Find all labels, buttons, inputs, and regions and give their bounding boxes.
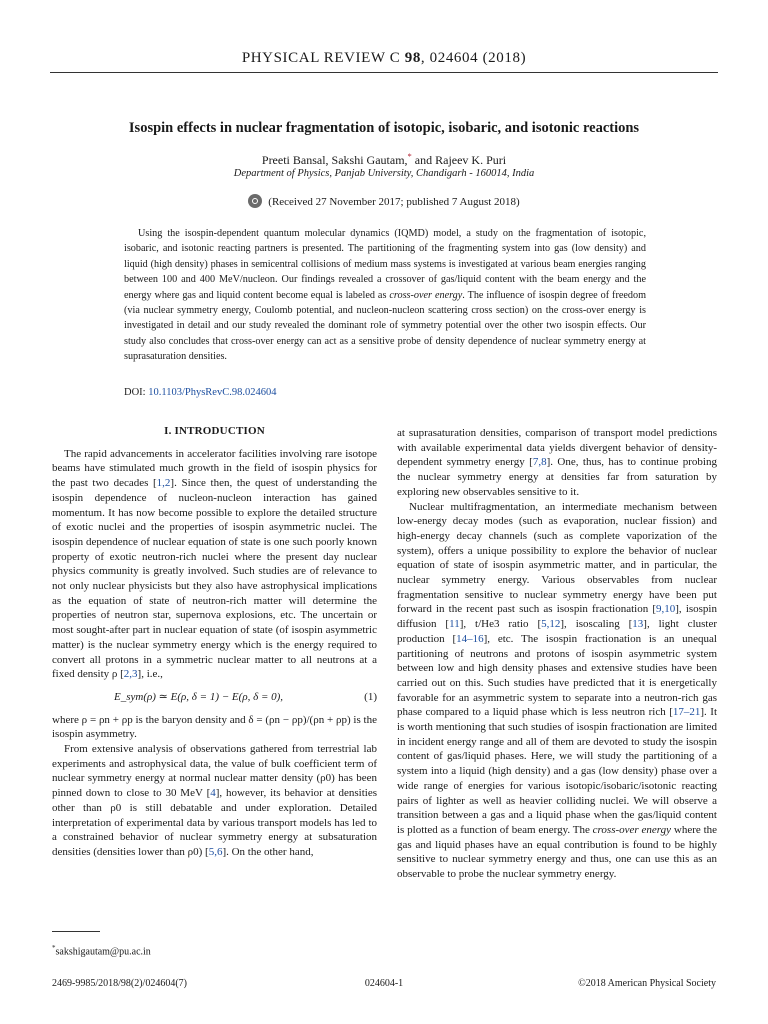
- citation-link[interactable]: 1,2: [156, 477, 171, 490]
- received-line: [0, 194, 768, 208]
- abstract: [124, 226, 646, 365]
- intro-paragraph-3: [397, 426, 717, 500]
- text-run: ], however, its behavior at densities other than ρ0 is still debatable and under exploration. Detailed interpretation of experimental data by various transport models has led to a constrained behavior of nuclear symmetry energy at subsaturation densities (densities lower than ρ0) [: [52, 787, 377, 858]
- footer-copyright: ©2018 American Physical Society: [578, 978, 716, 989]
- text-run: From extensive analysis of observations gathered from terrestrial lab experiments and astrophysical data, the value of bulk coefficient term of nuclear symmetry energy at normal nuclear matter density (ρ0) has been pinned down to close to 30 MeV [: [52, 743, 377, 800]
- text-run: ], etc. The isospin fractionation is an unequal partitioning of neutrons and protons of isospin asymmetric system between low and high density phases and extensive studies have been carried out on this. Such studies have predicted that it is energetically favorable for an asymmetric system to separate into a neutron-rich gas phase compared to a liquid phase which is less neutron rich [: [397, 632, 717, 719]
- text-run: where the gas and liquid phases have an equal contribution is found to be highly sensitive to nuclear symmetry energy and thus, one can use this as an observable to probe the nuclear symmetry energy.: [397, 823, 718, 881]
- text-run: ]. On the other hand,: [222, 845, 314, 858]
- citation-link[interactable]: 17–21: [672, 706, 701, 719]
- citation-link[interactable]: 13: [632, 618, 644, 631]
- text-run: The rapid advancements in accelerator facilities involving rare isotope beams have stimulated much growth in the field of isospin physics for the past two decades [: [52, 447, 377, 490]
- abstract-emphasis: cross-over energy: [389, 289, 463, 301]
- text-run: ]. It is worth mentioning that such studies of isospin fractionation are limited in incident energy range and all of them are devoted to study the isospin content of gas/liquid phases. Here, we will study the partitioning of a system into a liquid (high density) and a gas (low density) phase over a wide range of energies for various isotopic/isobaric/isotonic reacting pairs of lighter as well as heavier colliding nuclei. We will observe a transition between a gas and a liquid phase when the gas/liquid content is plotted as a function of beam energy. The: [397, 706, 717, 836]
- section-heading: I. INTRODUCTION: [164, 425, 265, 437]
- journal-volume: 98: [404, 50, 421, 66]
- journal-name: PHYSICAL REVIEW C: [241, 50, 401, 66]
- left-column: [52, 424, 377, 860]
- doi-line: [124, 387, 276, 398]
- citation-link[interactable]: 2,3: [123, 668, 138, 681]
- citation-link[interactable]: 7,8: [532, 456, 547, 469]
- intro-paragraph-2: [52, 742, 377, 860]
- footnote-email[interactable]: sakshigautam@pu.ac.in: [55, 946, 151, 958]
- text-run: ], isoscaling [: [560, 618, 633, 631]
- text-run: ], i.e.,: [137, 668, 163, 681]
- authors-part2: and Rajeev K. Puri: [411, 153, 507, 167]
- citation-link[interactable]: 4: [210, 787, 216, 800]
- text-run: ]. Since then, the quest of understanding the isospin dependence of nucleon-nucleon interaction has gained momentum. It has now become possible to explore the detailed structure of exotic nuclei and the properties of isospin asymmetric nuclei. The isospin dependence of nuclear equation of state is one such poorly known property of exotic neutron-rich nuclei where the present day nuclear physics community is greatly involved. Such studies are of relevance to not only nuclear physicists but they also have astrophysical implications as the equation of state of neutron-rich matter will determine the properties of neutron star, supernova explosions, etc. The uncertain or most sought-after part in nuclear equation of state (of isospin asymmetric matter) is the nuclear symmetry energy which is the energy required to convert all protons in a symmetric nuclear matter to all neutrons at a fixed density ρ [: [52, 477, 377, 681]
- equation-number: (1): [364, 690, 377, 703]
- abstract-paragraph: [124, 226, 646, 365]
- footer-issn: 2469-9985/2018/98(2)/024604(7): [52, 978, 187, 989]
- footer-page-number: 024604-1: [364, 978, 404, 989]
- intro-paragraph-1: [52, 447, 377, 682]
- footnote-rule: [52, 931, 100, 932]
- journal-article-year: , 024604 (2018): [420, 50, 527, 66]
- journal-header: [0, 50, 768, 67]
- authors-part1: Preeti Bansal, Sakshi Gautam,: [261, 153, 408, 167]
- citation-link[interactable]: 14–16: [456, 632, 484, 645]
- paper-title: Isospin effects in nuclear fragmentation of isotopic, isobaric, and isotonic reactions: [128, 120, 640, 136]
- citation-link[interactable]: 5,6: [208, 845, 223, 858]
- doi-label: DOI:: [124, 387, 149, 398]
- equation-1: [52, 690, 377, 705]
- affiliation: Department of Physics, Panjab University, Chandigarh - 160014, India: [233, 168, 535, 179]
- footnote: [52, 944, 151, 957]
- crossmark-icon[interactable]: [248, 194, 262, 208]
- citation-link[interactable]: 11: [449, 618, 460, 631]
- equation-body: E_sym(ρ) ≃ E(ρ, δ = 1) − E(ρ, δ = 0),: [114, 690, 284, 703]
- citation-link[interactable]: 5,12: [541, 618, 561, 631]
- abstract-text-1: Using the isospin-dependent quantum molecular dynamics (IQMD) model, a study on the fragmentation of isotopic, isobaric, and isotonic reacting partners is presented. The partitioning of the fragmenting system into gas (low density) and liquid (high density) phases in semicentral collisions of medium mass systems is investigated at various beam energies ranging between 100 and 400 MeV/nucleon. Our findings revealed a crossover of gas/liquid content with the beam energy and the energy where gas and liquid content become equal is labeled as: [124, 228, 646, 301]
- text-run: ], t/He3 ratio [: [459, 618, 542, 631]
- abstract-text-2: . The influence of isospin degree of freedom (via nuclear symmetry energy, Coulomb potential, and nucleon-nucleon scattering cross section) on the cross-over energy is investigated in detail and our study revealed the dominant role of symmetry potential over the other two isospin effects. Our study also concludes that cross-over energy can act as a sensitive probe of density dependence of nuclear symmetry energy at suprasaturation densities.: [124, 289, 646, 363]
- text-run: ]. One, thus, has to continue probing the nuclear symmetry energy at densities far from saturation by exploring new observables sensitive to it.: [397, 456, 717, 498]
- emphasis-text: cross-over energy: [592, 823, 672, 836]
- text-run: ], isospin diffusion [: [397, 603, 717, 631]
- where-clause: where ρ = ρn + ρp is the baryon density and δ = (ρn − ρp)/(ρn + ρp) is the isospin asymmetry.: [52, 713, 377, 741]
- received-dates: (Received 27 November 2017; published 7 August 2018): [268, 196, 520, 208]
- author-list: [0, 151, 768, 168]
- corresponding-author-link[interactable]: *: [407, 151, 412, 161]
- text-run: ], light cluster production [: [397, 618, 718, 645]
- footnote-mark: *: [52, 944, 56, 952]
- doi-link[interactable]: 10.1103/PhysRevC.98.024604: [148, 387, 277, 398]
- right-column: [397, 426, 717, 882]
- text-run: Nuclear multifragmentation, an intermediate mechanism between low-energy decay modes (such as evaporation, nuclear fission) and high-energy decay channels (such as complete vaporization of the system), offers a unique possibility to explore the behavior of nuclear equation of state of isospin asymmetric matter, and in particular, the nuclear symmetry energy. Various observables from nuclear fragmentation sensitive to nuclear symmetry energy have been put forward in the recent past such as isospin fractionation [: [397, 500, 717, 616]
- text-run: at suprasaturation densities, comparison of transport model predictions with available experimental data yields divergent behavior of density-dependent symmetry energy [: [397, 427, 717, 469]
- header-rule: [50, 72, 718, 73]
- intro-paragraph-4: [397, 500, 717, 882]
- citation-link[interactable]: 9,10: [656, 603, 676, 616]
